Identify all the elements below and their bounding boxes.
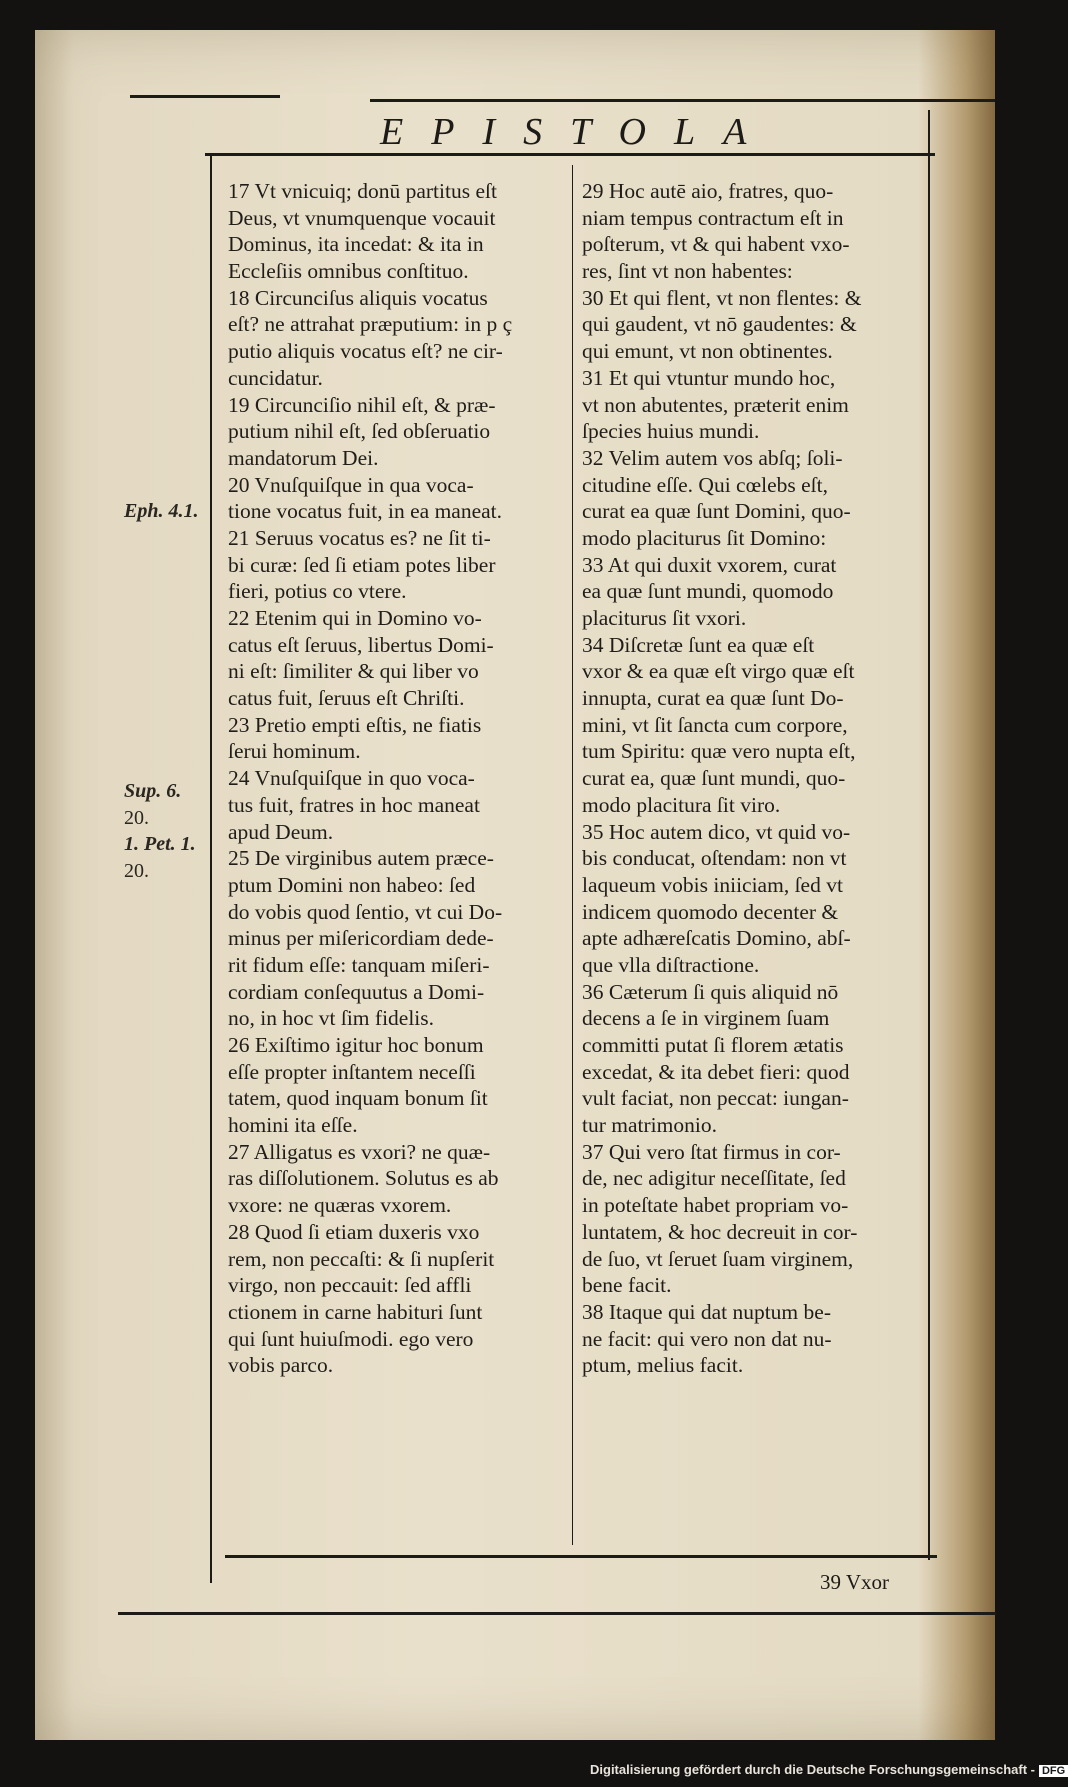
text-line: 25 De virginibus autem præce- bbox=[228, 846, 494, 871]
text-line: bi curæ: ſed ſi etiam potes liber bbox=[228, 552, 496, 577]
text-line: 33 At qui duxit vxorem, curat bbox=[582, 552, 837, 577]
text-line: res, ſint vt non habentes: bbox=[582, 259, 793, 284]
text-line: poſterum, vt & qui habent vxo- bbox=[582, 232, 850, 257]
text-line: minus per miſericordiam dede- bbox=[228, 926, 494, 951]
text-line: fieri, potius co vtere. bbox=[228, 579, 407, 604]
text-line: ptum Domini non habeo: ſed bbox=[228, 872, 476, 897]
text-line: ſerui hominum. bbox=[228, 739, 361, 764]
text-line: ni eſt: ſimiliter & qui liber vo bbox=[228, 659, 479, 684]
text-line: committi putat ſi florem ætatis bbox=[582, 1033, 844, 1057]
text-line: vxor & ea quæ eſt virgo quæ eſt bbox=[582, 659, 855, 684]
bottom-rule bbox=[225, 1555, 937, 1558]
margin-note-sup-pet bbox=[124, 778, 196, 885]
right-vertical-rule bbox=[928, 110, 930, 1560]
text-line: ea quæ ſunt mundi, quomodo bbox=[582, 579, 834, 604]
text-line: virgo, non peccauit: ſed affli bbox=[228, 1273, 472, 1298]
text-line: qui gaudent, vt nō gaudentes: & bbox=[582, 312, 857, 337]
text-line: ctionem in carne habituri ſunt bbox=[228, 1299, 483, 1324]
text-line: 34 Diſcretæ ſunt ea quæ eſt bbox=[582, 632, 815, 657]
text-line: curat ea quæ ſunt Domini, quo- bbox=[582, 499, 851, 524]
text-line: citudine eſſe. Qui cœlebs eſt, bbox=[582, 472, 828, 497]
text-line: 37 Qui vero ſtat firmus in cor- bbox=[582, 1139, 841, 1164]
text-line: 24 Vnuſquiſque in quo voca- bbox=[228, 766, 475, 791]
text-line: 20 Vnuſquiſque in qua voca- bbox=[228, 472, 474, 497]
text-line: tum Spiritu: quæ vero nupta eſt, bbox=[582, 739, 856, 764]
text-line: eſſe propter inſtantem neceſſi bbox=[228, 1059, 476, 1084]
footer-rule bbox=[118, 1612, 996, 1615]
text-line: bis conducat, oſtendam: non vt bbox=[582, 846, 847, 871]
text-line: putio aliquis vocatus eſt? ne cir- bbox=[228, 339, 503, 364]
text-line: 31 Et qui vtuntur mundo hoc, bbox=[582, 365, 836, 390]
text-line: 27 Alligatus es vxori? ne quæ- bbox=[228, 1139, 491, 1164]
text-line: laqueum vobis iniiciam, ſed vt bbox=[582, 872, 843, 897]
text-line: ptum, melius facit. bbox=[582, 1353, 744, 1378]
text-line: Eccleſiis omnibus conſtituo. bbox=[228, 259, 469, 284]
margin-note-text: 20. bbox=[124, 806, 149, 829]
text-line: qui emunt, vt non obtinentes. bbox=[582, 339, 833, 364]
text-line: luntatem, & hoc decreuit in cor- bbox=[582, 1219, 858, 1244]
text-line: no, in hoc vt ſim fidelis. bbox=[228, 1006, 435, 1031]
margin-note-text: 1. Pet. 1. bbox=[124, 833, 196, 856]
text-line: do vobis quod ſentio, vt cui Do- bbox=[228, 899, 503, 924]
text-line: 28 Quod ſi etiam duxeris vxo bbox=[228, 1219, 480, 1244]
text-line: tione vocatus fuit, in ea maneat. bbox=[228, 499, 503, 524]
text-line: cuncidatur. bbox=[228, 365, 323, 390]
right-text-column bbox=[582, 178, 914, 1379]
text-line: tus fuit, fratres in hoc maneat bbox=[228, 792, 480, 817]
text-line: ne facit: qui vero non dat nu- bbox=[582, 1326, 832, 1351]
text-line: 36 Cæterum ſi quis aliquid nō bbox=[582, 979, 839, 1004]
text-line: mandatorum Dei. bbox=[228, 445, 379, 470]
text-line: ſpecies huius mundi. bbox=[582, 419, 760, 444]
text-line: qui ſunt huiuſmodi. ego vero bbox=[228, 1326, 474, 1351]
text-line: indicem quomodo decenter & bbox=[582, 899, 839, 924]
text-line: 21 Seruus vocatus es? ne ſit ti- bbox=[228, 525, 491, 550]
text-line: bene facit. bbox=[582, 1273, 672, 1298]
text-line: apte adhæreſcatis Domino, abſ- bbox=[582, 926, 851, 951]
margin-note-text: Sup. 6. bbox=[124, 780, 182, 802]
text-line: decens a ſe in virginem ſuam bbox=[582, 1006, 830, 1031]
dfg-logo: DFG bbox=[1039, 1765, 1068, 1777]
text-line: excedat, & ita debet fieri: quod bbox=[582, 1059, 850, 1084]
text-line: 32 Velim autem vos abſq; ſoli- bbox=[582, 445, 843, 470]
text-line: Dominus, ita incedat: & ita in bbox=[228, 232, 484, 257]
text-line: que vlla diſtractione. bbox=[582, 952, 760, 977]
margin-note-text: Eph. 4.1. bbox=[124, 500, 199, 522]
text-line: mini, vt ſit ſancta cum corpore, bbox=[582, 712, 848, 737]
text-line: catus fuit, ſeruus eſt Chriſti. bbox=[228, 686, 465, 711]
text-line: curat ea, quæ ſunt mundi, quo- bbox=[582, 766, 846, 791]
text-line: apud Deum. bbox=[228, 819, 334, 844]
left-text-column bbox=[228, 178, 568, 1379]
text-line: de ſuo, vt ſeruet ſuam virginem, bbox=[582, 1246, 854, 1271]
text-line: modo placitura ſit viro. bbox=[582, 792, 781, 817]
margin-note-text: 20. bbox=[124, 860, 149, 883]
text-line: catus eſt ſeruus, libertus Domi- bbox=[228, 632, 494, 657]
text-line: 22 Etenim qui in Domino vo- bbox=[228, 606, 482, 630]
text-line: tur matrimonio. bbox=[582, 1113, 717, 1138]
text-line: rit fidum eſſe: tanquam miſeri- bbox=[228, 952, 490, 977]
text-line: vult faciat, non peccat: iungan- bbox=[582, 1086, 849, 1111]
text-line: Deus, vt vnumquenque vocauit bbox=[228, 205, 496, 230]
digitization-credit bbox=[590, 1762, 1068, 1777]
catchword: 39 Vxor bbox=[820, 1570, 890, 1594]
text-line: de, nec adigitur neceſſitate, ſed bbox=[582, 1166, 846, 1191]
top-rule-right bbox=[370, 99, 995, 102]
text-line: niam tempus contractum eſt in bbox=[582, 205, 844, 230]
text-line: 19 Circunciſio nihil eſt, & præ- bbox=[228, 392, 496, 417]
column-divider bbox=[572, 165, 573, 1545]
text-line: 26 Exiſtimo igitur hoc bonum bbox=[228, 1033, 484, 1057]
text-line: 38 Itaque qui dat nuptum be- bbox=[582, 1299, 831, 1324]
text-line: vt non abutentes, præterit enim bbox=[582, 392, 849, 417]
text-line: in poteſtate habet propriam vo- bbox=[582, 1193, 849, 1218]
text-line: 29 Hoc autē aio, fratres, quo- bbox=[582, 179, 834, 203]
text-line: 18 Circunciſus aliquis vocatus bbox=[228, 285, 488, 310]
text-line: vxore: ne quæras vxorem. bbox=[228, 1193, 452, 1218]
text-line: 35 Hoc autem dico, vt quid vo- bbox=[582, 819, 851, 844]
page-header-title: EPISTOLA bbox=[380, 111, 775, 153]
text-line: placiturus ſit vxori. bbox=[582, 606, 747, 630]
text-line: vobis parco. bbox=[228, 1353, 334, 1378]
text-line: cordiam conſequutus a Domi- bbox=[228, 979, 485, 1004]
text-line: 17 Vt vnicuiq; donū partitus eſt bbox=[228, 179, 497, 203]
text-line: 23 Pretio empti eſtis, ne fiatis bbox=[228, 712, 482, 737]
text-line: 30 Et qui flent, vt non flentes: & bbox=[582, 285, 862, 310]
text-line: eſt? ne attrahat præputium: in p ç bbox=[228, 312, 513, 337]
top-rule-left bbox=[130, 95, 280, 98]
left-vertical-rule bbox=[210, 153, 212, 1583]
margin-note-eph bbox=[124, 498, 198, 525]
text-line: homini ita eſſe. bbox=[228, 1113, 358, 1138]
text-line: innupta, curat ea quæ ſunt Do- bbox=[582, 686, 844, 711]
text-line: rem, non peccaſti: & ſi nupſerit bbox=[228, 1246, 495, 1271]
text-line: tatem, quod inquam bonum ſit bbox=[228, 1086, 488, 1111]
text-line: putium nihil eſt, ſed obſeruatio bbox=[228, 419, 491, 444]
text-line: ras diſſolutionem. Solutus es ab bbox=[228, 1166, 499, 1191]
digitization-credit-text: Digitalisierung gefördert durch die Deutsche Forschungsgemeinschaft - bbox=[590, 1762, 1035, 1777]
text-line: modo placiturus ſit Domino: bbox=[582, 525, 827, 550]
